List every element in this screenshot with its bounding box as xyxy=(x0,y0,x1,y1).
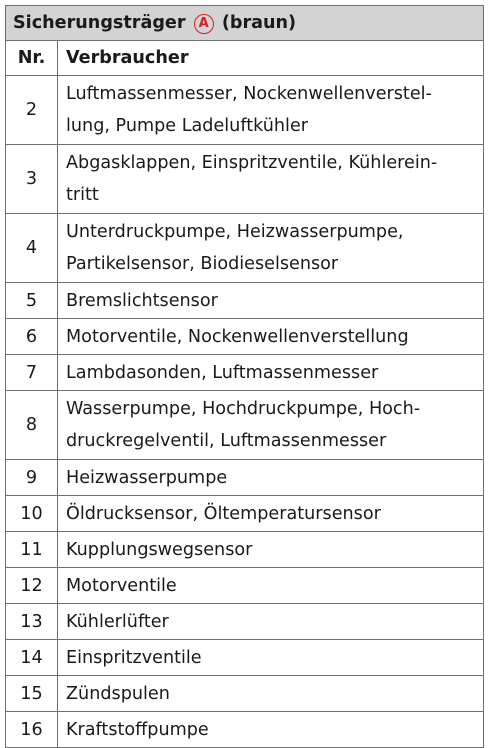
fuse-number: 8 xyxy=(6,391,58,460)
table-row xyxy=(6,391,484,460)
fuse-number: 6 xyxy=(6,319,58,355)
consumer-cell xyxy=(58,145,484,214)
consumer-text: Partikelsensor, Biodieselsensor xyxy=(66,254,339,274)
fuse-number: 10 xyxy=(6,496,58,532)
table-title xyxy=(6,6,484,41)
consumer-text: Kupplungswegsensor xyxy=(66,539,253,560)
consumer-text: Bremslichtsensor xyxy=(66,290,218,311)
consumer-text: Wasserpumpe, Hochdruckpumpe, Hoch- xyxy=(66,399,421,419)
consumer-cell xyxy=(58,640,484,676)
consumer-text: Lambdasonden, Luftmassenmesser xyxy=(66,362,379,383)
table-body xyxy=(6,76,484,748)
table-row xyxy=(6,145,484,214)
table-row xyxy=(6,712,484,748)
consumer-cell xyxy=(58,496,484,532)
consumer-cell xyxy=(58,283,484,319)
consumer-text: druckregelventil, Luftmassenmesser xyxy=(66,431,387,451)
fuse-number: 12 xyxy=(6,568,58,604)
consumer-text: Heizwasserpumpe xyxy=(66,467,228,488)
table-row xyxy=(6,283,484,319)
table-row xyxy=(6,640,484,676)
consumer-cell xyxy=(58,676,484,712)
fuse-number: 2 xyxy=(6,76,58,145)
consumer-cell xyxy=(58,568,484,604)
fuse-table xyxy=(5,5,484,748)
table-row xyxy=(6,214,484,283)
table-row xyxy=(6,460,484,496)
fuse-number: 11 xyxy=(6,532,58,568)
consumer-text: Kraftstoffpumpe xyxy=(66,719,209,740)
fuse-number: 15 xyxy=(6,676,58,712)
column-header-consumer: Verbraucher xyxy=(58,41,484,76)
table-row xyxy=(6,496,484,532)
consumer-text: Motorventile, Nockenwellenverstellung xyxy=(66,326,409,347)
title-prefix: Sicherungsträger xyxy=(13,13,186,33)
fuse-number: 5 xyxy=(6,283,58,319)
fuse-number: 16 xyxy=(6,712,58,748)
table-row xyxy=(6,532,484,568)
fuse-number: 7 xyxy=(6,355,58,391)
consumer-text: Abgasklappen, Einspritzventile, Kühlerein- xyxy=(66,153,438,173)
consumer-text: tritt xyxy=(66,185,99,205)
consumer-cell xyxy=(58,319,484,355)
fuse-number: 3 xyxy=(6,145,58,214)
table-row xyxy=(6,604,484,640)
consumer-text: lung, Pumpe Ladeluftkühler xyxy=(66,116,309,136)
consumer-text: Unterdruckpumpe, Heizwasserpumpe, xyxy=(66,222,404,242)
fuse-number: 13 xyxy=(6,604,58,640)
title-row xyxy=(6,6,484,41)
fuse-number: 14 xyxy=(6,640,58,676)
table-row xyxy=(6,319,484,355)
location-a-badge: A xyxy=(194,14,214,34)
table-row xyxy=(6,676,484,712)
consumer-text: Öldrucksensor, Öltemperatursensor xyxy=(66,503,381,524)
fuse-number: 9 xyxy=(6,460,58,496)
consumer-cell xyxy=(58,214,484,283)
title-suffix: (braun) xyxy=(221,13,297,33)
column-header-nr: Nr. xyxy=(6,41,58,76)
consumer-cell xyxy=(58,532,484,568)
consumer-cell xyxy=(58,712,484,748)
consumer-text: Zündspulen xyxy=(66,683,170,704)
consumer-cell xyxy=(58,355,484,391)
column-header-row xyxy=(6,41,484,76)
table-row xyxy=(6,568,484,604)
table-row xyxy=(6,355,484,391)
consumer-cell xyxy=(58,604,484,640)
fuse-number: 4 xyxy=(6,214,58,283)
consumer-cell xyxy=(58,76,484,145)
consumer-text: Luftmassenmesser, Nockenwellenverstel- xyxy=(66,84,432,104)
consumer-text: Kühlerlüfter xyxy=(66,611,169,632)
consumer-cell xyxy=(58,391,484,460)
consumer-cell xyxy=(58,460,484,496)
table-row xyxy=(6,76,484,145)
consumer-text: Einspritzventile xyxy=(66,647,202,668)
consumer-text: Motorventile xyxy=(66,575,177,596)
